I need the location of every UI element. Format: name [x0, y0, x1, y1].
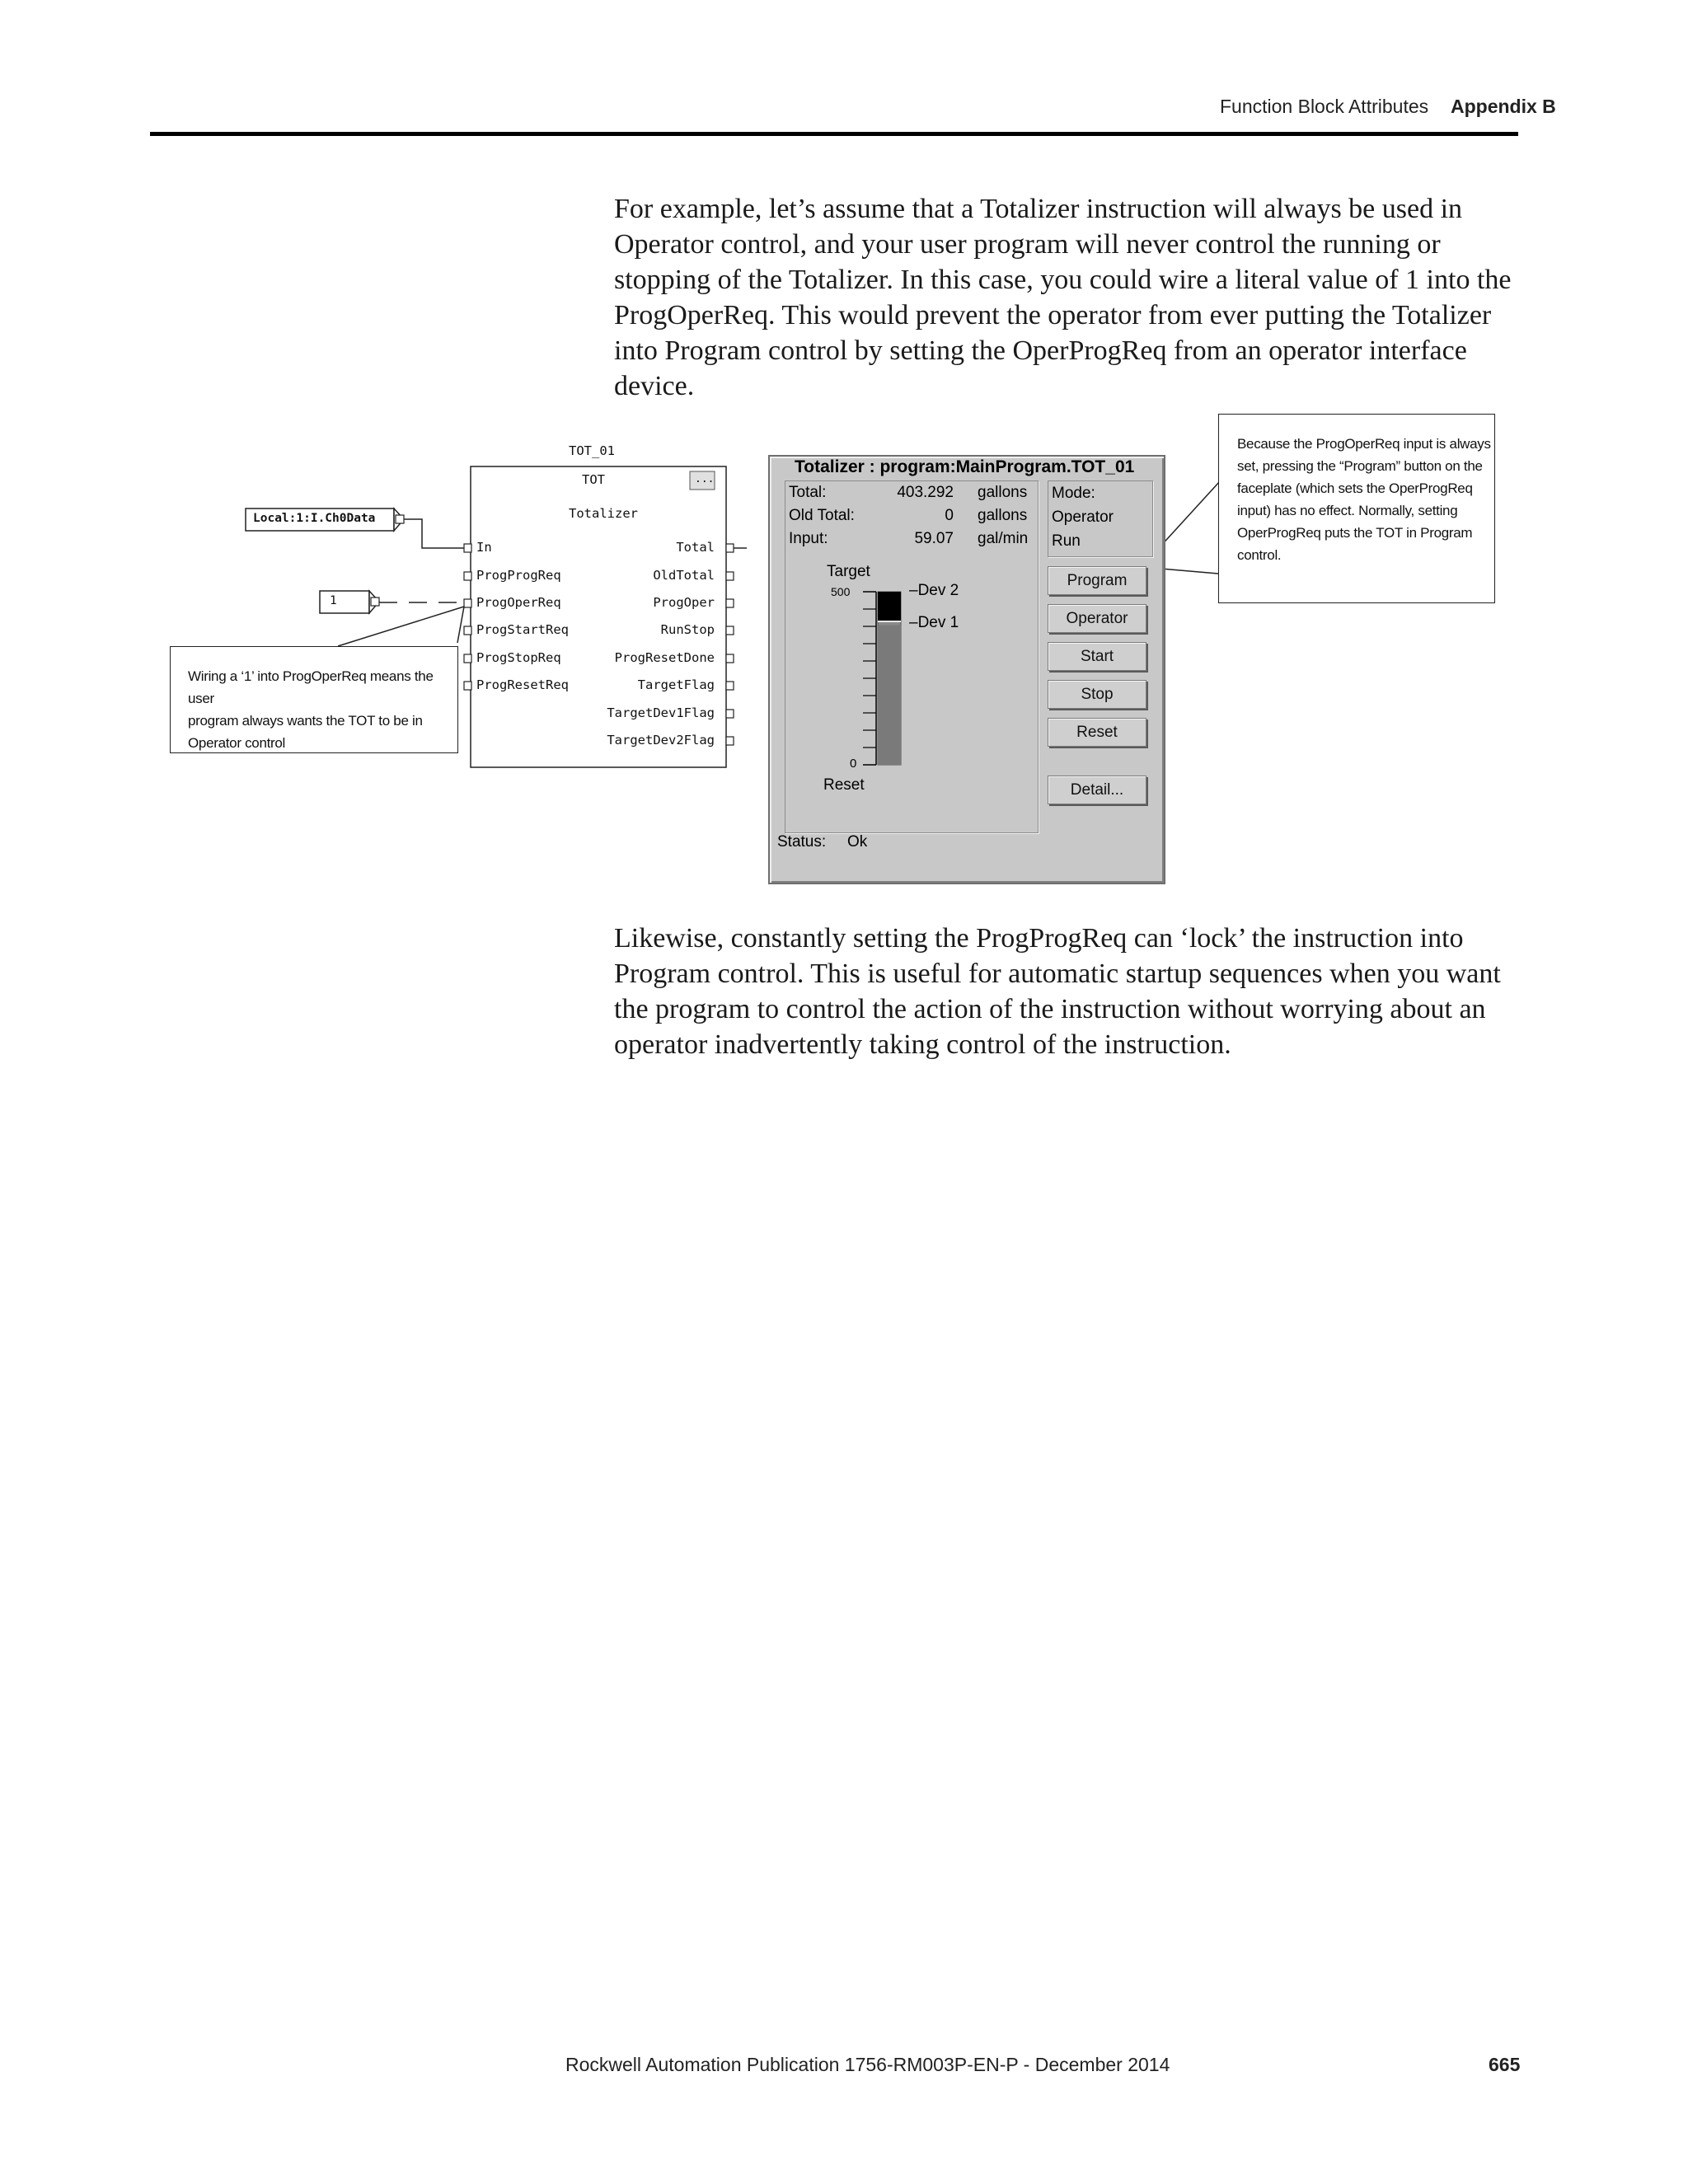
- input-label: In: [476, 540, 492, 555]
- start-button[interactable]: Start: [1048, 642, 1146, 671]
- footer-publication: Rockwell Automation Publication 1756-RM003P-EN-P - December 2014: [565, 2054, 1170, 2075]
- block-more-label: ...: [695, 473, 715, 485]
- program-button[interactable]: Program: [1048, 566, 1146, 595]
- total-label: Total:: [789, 484, 827, 501]
- target-label: Target: [827, 563, 870, 580]
- reset-value-label: Reset: [823, 776, 865, 794]
- intro-line: stopping of the Totalizer. In this case, you could wire a literal value of 1 into the: [614, 265, 1512, 295]
- block-tag: TOT_01: [569, 443, 615, 458]
- block-name: Totalizer: [569, 506, 638, 521]
- input-wire: [404, 519, 471, 548]
- literal-value-label: 1: [330, 594, 337, 607]
- page-number: 665: [1489, 2054, 1521, 2075]
- intro-line: For example, let’s assume that a Totalizer instruction will always be used in: [614, 194, 1463, 224]
- detail-button[interactable]: Detail...: [1048, 776, 1146, 804]
- old-total-unit: gallons: [978, 507, 1028, 524]
- input-label: ProgStartReq: [476, 622, 569, 637]
- input-label: ProgResetReq: [476, 677, 569, 692]
- output-pins: [726, 544, 734, 745]
- intro-line: into Program control by setting the OperProgReq from an operator interface: [614, 335, 1467, 366]
- left-callout: [170, 646, 458, 753]
- output-label: TargetFlag: [637, 677, 715, 692]
- right-callout-line: input) has no effect. Normally, setting: [1237, 503, 1458, 518]
- right-callout-line: set, pressing the “Program” button on the: [1237, 458, 1483, 474]
- dev2-text: Dev 2: [917, 582, 959, 599]
- input-rate-unit: gal/min: [978, 530, 1029, 547]
- faceplate-values-panel: [785, 480, 1039, 833]
- running-header-section: Function Block Attributes: [1220, 96, 1429, 117]
- input-label: ProgOperReq: [476, 595, 561, 610]
- input-reference-label: Local:1:I.Ch0Data: [253, 512, 376, 525]
- faceplate-title: Totalizer : program:MainProgram.TOT_01: [795, 457, 1135, 476]
- left-callout-line: Wiring a ‘1’ into ProgOperReq means the user: [188, 668, 434, 706]
- scale-max-label: 500: [831, 585, 851, 598]
- dev2-marker: [878, 592, 901, 621]
- output-label: Total: [676, 540, 715, 555]
- mode-label: Mode:: [1052, 485, 1095, 502]
- stop-button[interactable]: Stop: [1048, 680, 1146, 709]
- block-type: TOT: [582, 472, 605, 487]
- dev2-label: –Dev 2: [909, 582, 959, 599]
- total-unit: gallons: [978, 484, 1028, 501]
- output-label: ProgResetDone: [614, 650, 715, 665]
- scale-ticks: [863, 592, 876, 765]
- status-value: Ok: [847, 833, 868, 851]
- followup-line: operator inadvertently taking control of the instruction.: [614, 1029, 1231, 1060]
- mode-panel: [1048, 480, 1153, 557]
- output-label: RunStop: [660, 622, 715, 637]
- input-label: ProgProgReq: [476, 568, 561, 583]
- old-total-label: Old Total:: [789, 507, 855, 524]
- operator-button[interactable]: Operator: [1048, 604, 1146, 633]
- output-label: TargetDev2Flag: [607, 733, 715, 748]
- literal-value-box: [320, 591, 369, 613]
- left-callout-line: Operator control: [188, 735, 286, 751]
- followup-paragraph: [614, 921, 1521, 1062]
- intro-line: device.: [614, 371, 695, 401]
- left-callout-line: program always wants the TOT to be in: [188, 713, 423, 729]
- right-callout-line: control.: [1237, 547, 1282, 563]
- intro-line: Operator control, and your user program will never control the running or: [614, 229, 1441, 260]
- dev1-label: –Dev 1: [909, 614, 959, 631]
- mode-run: Run: [1052, 532, 1081, 550]
- total-value: 403.292: [897, 484, 954, 501]
- bar-fill: [878, 626, 901, 765]
- reset-button[interactable]: Reset: [1048, 718, 1146, 747]
- old-total-value: 0: [945, 507, 954, 524]
- right-callout-line: faceplate (which sets the OperProgReq: [1237, 480, 1473, 496]
- followup-line: the program to control the action of the instruction without worrying about an: [614, 994, 1486, 1024]
- output-label: ProgOper: [653, 595, 715, 610]
- dev1-text: Dev 1: [917, 614, 959, 631]
- output-label: TargetDev1Flag: [607, 705, 715, 720]
- input-rate-value: 59.07: [914, 530, 954, 547]
- input-label: ProgStopReq: [476, 650, 561, 665]
- status-label: Status:: [777, 833, 827, 851]
- totalizer-faceplate: [768, 455, 1165, 884]
- followup-line: Likewise, constantly setting the ProgProgReq can ‘lock’ the instruction into: [614, 923, 1464, 954]
- input-rate-label: Input:: [789, 530, 828, 547]
- right-callout-line: OperProgReq puts the TOT in Program: [1237, 525, 1473, 541]
- intro-line: ProgOperReq. This would prevent the operator from ever putting the Totalizer: [614, 300, 1492, 330]
- output-label: OldTotal: [653, 568, 715, 583]
- right-callout: [1218, 414, 1495, 603]
- followup-line: Program control. This is useful for automatic startup sequences when you want: [614, 958, 1501, 989]
- total-bar-graph: [861, 588, 911, 770]
- scale-min-label: 0: [850, 757, 857, 771]
- running-header-appendix: Appendix B: [1451, 96, 1556, 117]
- right-callout-line: Because the ProgOperReq input is always: [1237, 436, 1491, 452]
- mode-operator: Operator: [1052, 509, 1114, 526]
